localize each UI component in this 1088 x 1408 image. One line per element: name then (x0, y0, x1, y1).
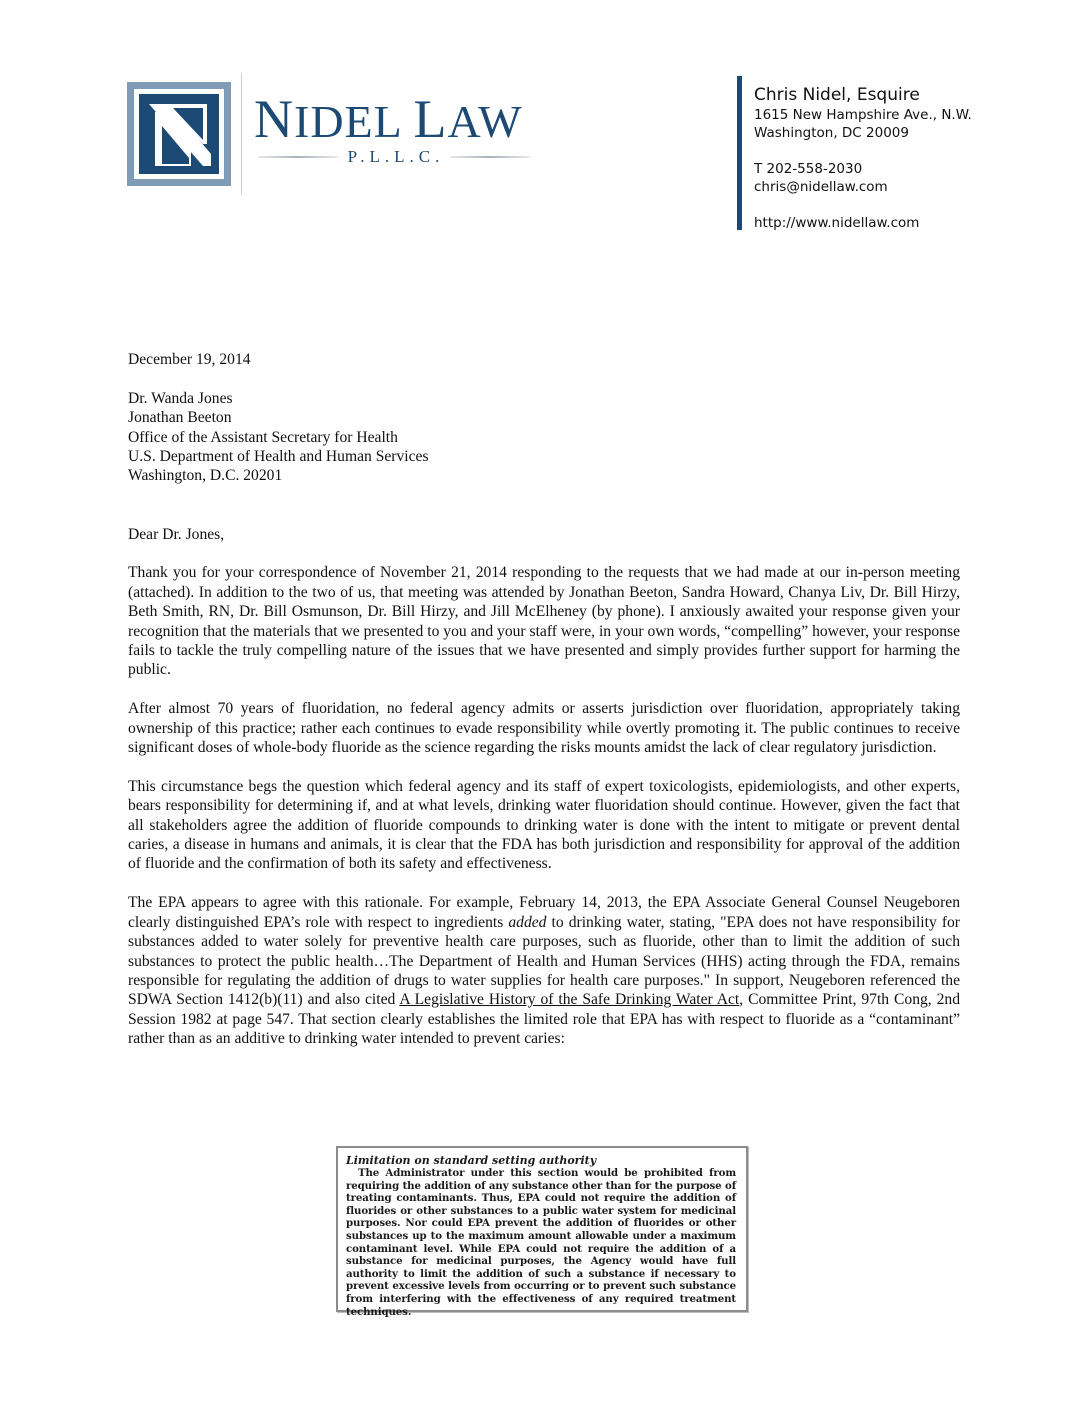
nidel-n-monogram-icon (127, 82, 231, 186)
excerpt-heading: Limitation on standard setting authority (346, 1154, 597, 1167)
firm-suffix-rule-right (450, 156, 530, 158)
contact-name: Chris Nidel, Esquire (754, 85, 920, 105)
emphasis-added: added (508, 913, 547, 931)
citation-title: A Legislative History of the Safe Drinking Water Act (399, 991, 740, 1009)
recipient-line: U.S. Department of Health and Human Services (128, 448, 429, 466)
paragraph-jurisdiction: After almost 70 years of fluoridation, no federal agency admits or asserts jurisdiction over fluoridation, appropriately taking ownership of this practice; rather each continues to evade responsibility while overtly promoting it. The public continues to receive significant doses of whole-body fluoride as the science regarding the risks mounts amidst the lack of clear regulatory jurisdiction. (128, 700, 960, 757)
contact-block (754, 84, 972, 232)
paragraph-fda-responsibility: This circumstance begs the question which federal agency and its staff of expert toxicologists, epidemiologists, and other experts, bears responsibility for determining if, and at what levels, drinking water fluoridation should continue. However, given the fact that all stakeholders agree the addition of fluoride compounds to drinking water is done with the intent to mitigate or prevent dental caries, a disease in humans and animals, it is clear that the FDA has both jurisdiction and responsibility for approval of the addition of fluoride and the confirmation of both its safety and effectiveness. (128, 777, 960, 873)
recipient-address (128, 389, 960, 486)
recipient-line: Jonathan Beeton (128, 409, 232, 427)
quoted-excerpt-box (336, 1146, 748, 1318)
firm-suffix: P.L.L.C. (347, 147, 445, 166)
firm-name-initial-l: L (413, 89, 448, 149)
excerpt-text: The Administrator under this section would be prohibited from requiring the addition of any substance other than for the purpose of treating contaminants. Thus, EPA could not require the addition of fluorides or other substances to a public water system for medicinal purposes. Nor could EPA prevent the addition of fluorides or other substances up to the maximum amount allowable under a maximum contaminant level. While EPA could not require the addition of a substance for medicinal purposes, the Agency would have full authority to limit the addition of such a substance if necessary to prevent excessive levels from occurring or to prevent such substance from interfering with the effectiveness of any required treatment techniques. (346, 1167, 736, 1318)
contact-address-line2: Washington, DC 20009 (754, 125, 909, 141)
firm-suffix-row (258, 147, 530, 167)
paragraph-epa: The EPA appears to agree with this rationale. For example, February 14, 2013, the EPA Associate General Counsel Neugeboren clearly distinguished EPA’s role with respect to ingredients added to drinking water, stating, "EPA does not have responsibility for substances added to water solely for preventive health care purposes, such as fluoride, other than to limit the addition of such substances to protect the public health…The Department of Health and Human Services (HHS) acting through the FDA, remains responsible for regulating the addition of drugs to water supplies for health care purposes." In support, Neugeboren referenced the SDWA Section 1412(b)(11) and also cited A Legislative History of the Safe Drinking Water Act, Committee Print, 97th Cong, 2nd Session 1982 at page 547. That section clearly establishes the limited role that EPA has with respect to fluoride as a “contaminant” rather than as an additive to drinking water intended to prevent caries: (128, 894, 960, 1048)
firm-name (254, 89, 523, 149)
letter-body (128, 350, 960, 1068)
letter-date: December 19, 2014 (128, 351, 251, 368)
contact-email-link[interactable]: chris@nidellaw.com (754, 179, 888, 195)
recipient-line: Office of the Assistant Secretary for Health (128, 428, 398, 446)
recipient-line: Washington, D.C. 20201 (128, 467, 283, 485)
salutation: Dear Dr. Jones, (128, 525, 225, 543)
contact-accent-bar (737, 76, 742, 230)
paragraph-thank-you: Thank you for your correspondence of November 21, 2014 responding to the requests that we had made at our in-person meeting (attached). In addition to the two of us, that meeting was attended by Jonathan Beeton, Sandra Howard, Chanya Liv, Dr. Bill Hirzy, Beth Smith, RN, Dr. Bill Osmunson, Dr. Bill Hirzy, and Jill McElheney (by phone). I anxiously awaited your response given your recognition that the materials that we presented to you and your staff were, in your own words, “compelling” however, your response fails to tackle the truly compelling nature of the issues that we have presented and simply provides further support for harming the public. (128, 564, 960, 679)
firm-name-initial-n: N (254, 89, 294, 149)
contact-phone: T 202-558-2030 (754, 161, 863, 177)
contact-address-line1: 1615 New Hampshire Ave., N.W. (754, 107, 972, 123)
firm-name-idel: IDEL (294, 96, 414, 147)
logo-divider (241, 73, 242, 195)
recipient-line: Dr. Wanda Jones (128, 389, 233, 407)
firm-suffix-rule-left (258, 156, 338, 158)
contact-website-link[interactable]: http://www.nidellaw.com (754, 215, 920, 231)
firm-name-aw: AW (447, 96, 523, 147)
